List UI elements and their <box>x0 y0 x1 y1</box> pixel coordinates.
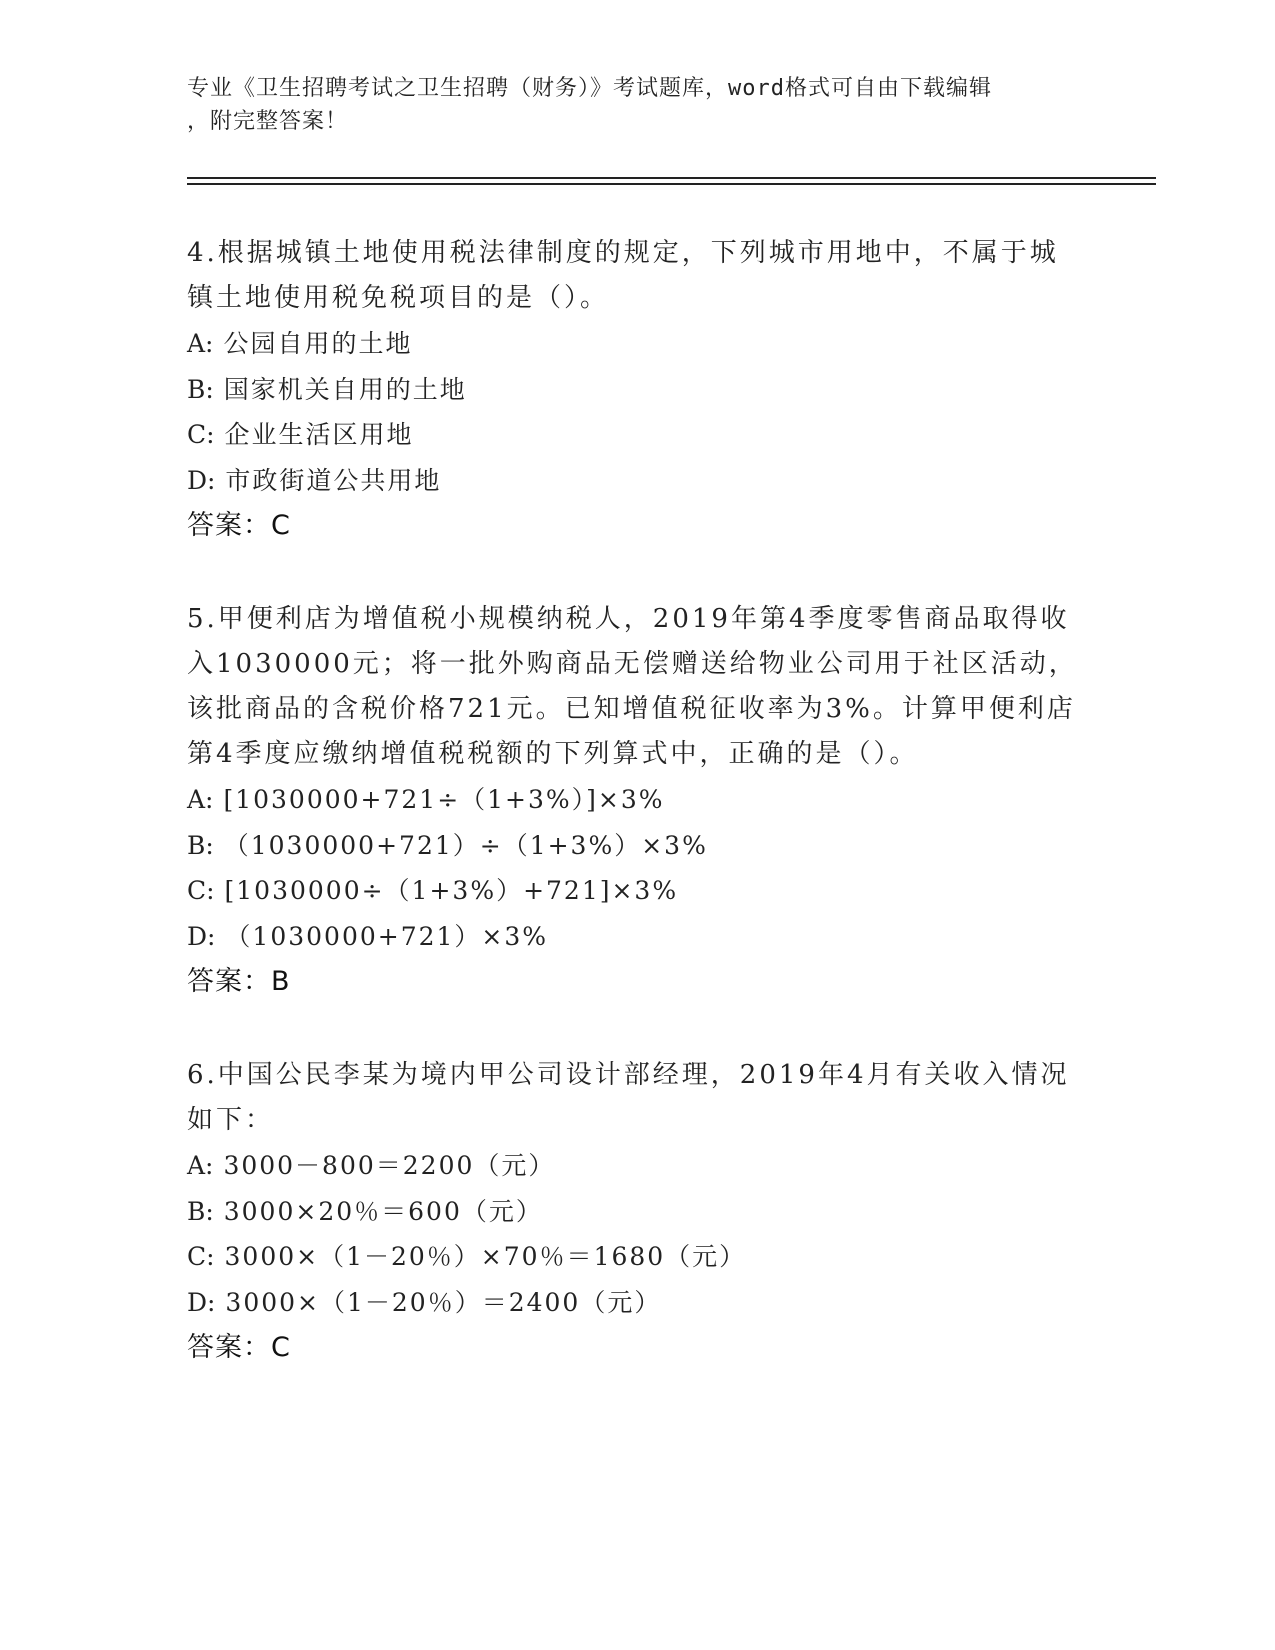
option-letter: D: <box>187 1287 216 1317</box>
option-letter: A: <box>187 329 214 358</box>
stem-line: 如下： <box>187 1105 275 1135</box>
option-text: 公园自用的土地 <box>223 329 413 358</box>
question-stem <box>187 231 1087 321</box>
option-b <box>187 823 1087 869</box>
option-text: 3000×20％＝600（元） <box>223 1196 543 1226</box>
header-divider-bottom <box>187 183 1156 185</box>
option-letter: B: <box>187 374 214 404</box>
option-text: 3000－800＝2200（元） <box>223 1151 556 1180</box>
stem-line: 该批商品的含税价格721元。已知增值税征收率为3%。计算甲便利店 <box>187 694 1076 724</box>
header-line-2: ，附完整答案！ <box>187 109 349 134</box>
option-text: 国家机关自用的土地 <box>223 374 467 404</box>
stem-line: 第4季度应缴纳增值税税额的下列算式中，正确的是（）。 <box>187 739 919 769</box>
option-text: 企业生活区用地 <box>224 420 414 449</box>
option-text: 3000×（1－20％）＝2400（元） <box>225 1287 662 1317</box>
header-divider-top <box>187 177 1156 179</box>
option-c <box>187 412 1087 458</box>
question-stem <box>187 597 1087 777</box>
option-text: [1030000+721÷（1+3%）]×3% <box>223 785 665 814</box>
question-4 <box>187 231 1087 549</box>
question-5 <box>187 597 1087 1005</box>
option-letter: A: <box>187 1151 214 1180</box>
option-letter: D: <box>187 921 216 951</box>
option-b <box>187 367 1087 413</box>
stem-line: 入1030000元；将一批外购商品无偿赠送给物业公司用于社区活动， <box>187 649 1078 679</box>
answer-line: 答案：C <box>187 1332 291 1363</box>
document-header <box>187 72 1087 138</box>
option-letter: C: <box>187 420 215 449</box>
option-letter: A: <box>187 785 214 814</box>
option-d <box>187 914 1087 960</box>
question-stem <box>187 1053 1087 1143</box>
stem-line: 6.中国公民李某为境内甲公司设计部经理，2019年4月有关收入情况 <box>187 1060 1070 1090</box>
option-b <box>187 1189 1087 1235</box>
option-letter: C: <box>187 876 215 905</box>
option-letter: B: <box>187 830 214 860</box>
stem-line: 4.根据城镇土地使用税法律制度的规定，下列城市用地中，不属于城 <box>187 238 1059 268</box>
option-letter: D: <box>187 465 216 495</box>
option-letter: C: <box>187 1242 215 1271</box>
answer-line: 答案：C <box>187 510 291 541</box>
question-list <box>187 231 1087 1419</box>
option-text: （1030000+721）÷（1+3%）×3% <box>223 830 708 860</box>
stem-line: 镇土地使用税免税项目的是（）。 <box>187 283 610 313</box>
option-letter: B: <box>187 1196 214 1226</box>
option-a <box>187 1143 1087 1189</box>
answer-line: 答案：B <box>187 966 291 997</box>
question-6 <box>187 1053 1087 1371</box>
option-text: （1030000+721）×3% <box>225 921 549 951</box>
option-c <box>187 868 1087 914</box>
option-c <box>187 1234 1087 1280</box>
option-text: 市政街道公共用地 <box>225 465 442 495</box>
header-line-1: 专业《卫生招聘考试之卫生招聘（财务）》考试题库，word格式可自由下载编辑 <box>187 76 992 101</box>
option-a <box>187 777 1087 823</box>
option-d <box>187 1280 1087 1326</box>
stem-line: 5.甲便利店为增值税小规模纳税人，2019年第4季度零售商品取得收 <box>187 604 1070 634</box>
option-text: 3000×（1－20％）×70％＝1680（元） <box>224 1242 747 1271</box>
option-text: [1030000÷（1+3%）+721]×3% <box>224 876 679 905</box>
option-a <box>187 321 1087 367</box>
option-d <box>187 458 1087 504</box>
